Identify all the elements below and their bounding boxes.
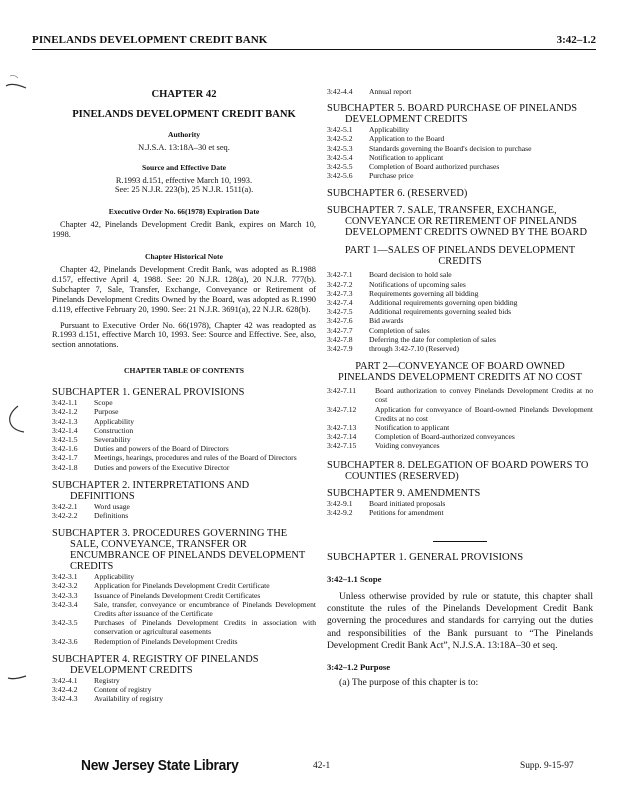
toc-item-number: 3:42-2.2 <box>52 510 78 520</box>
toc-item-title: Additional requirements governing sealed bids <box>369 307 512 317</box>
toc-item-title: Board decision to hold sale <box>369 270 452 280</box>
toc-item-title: Petitions for amendment <box>369 507 444 517</box>
margin-bracket-icon <box>0 400 30 440</box>
toc-item-number: 3:42-7.2 <box>327 279 353 289</box>
toc-item-title: Meetings, hearings, procedures and rules of the Board of Directors <box>94 453 297 463</box>
toc-item-title: Applicability <box>94 572 135 582</box>
toc-item: 3:42-4.4 Annual report <box>327 87 412 96</box>
chapter-number: CHAPTER 42 <box>151 89 217 100</box>
toc-item <box>52 685 316 694</box>
toc-item-title: Applicability <box>369 125 410 135</box>
toc-subchapter-7: SUBCHAPTER 7. SALE, TRANSFER, EXCHANGE, CONVEYANCE OR RETIREMENT OF PINELANDS DEVELOPMENT CREDITS OWNED BY THE BOARD <box>327 205 587 239</box>
toc-item <box>327 162 593 171</box>
toc-item <box>52 398 316 407</box>
toc-item <box>327 335 593 344</box>
source-line-1: R.1993 d.151, effective March 10, 1993. <box>115 175 253 185</box>
toc-item-title: Completion of Board authorized purchases <box>369 162 500 172</box>
toc-item <box>327 125 593 134</box>
toc-item-title: Availability of registry <box>94 694 164 704</box>
toc-item <box>52 581 316 590</box>
toc-item <box>52 426 316 435</box>
toc-item-number: 3:42-1.4 <box>52 425 78 435</box>
toc-item-title: Duties and powers of the Executive Director <box>94 462 230 472</box>
toc-item-title: Additional requirements governing open bidding <box>369 298 518 308</box>
toc-item <box>327 499 593 508</box>
section-1-2-text: (a) The purpose of this chapter is to: <box>339 676 479 688</box>
toc-item-title: Issuance of Pinelands Development Credit Certificates <box>94 590 261 600</box>
toc-item <box>52 502 316 511</box>
toc-item-title: Voiding conveyances <box>375 441 440 451</box>
toc-subchapter-4: SUBCHAPTER 4. REGISTRY OF PINELANDS DEVELOPMENT CREDITS <box>52 653 259 676</box>
toc-item <box>52 511 316 520</box>
toc-item-title: Completion of sales <box>369 325 430 335</box>
source-line-2: See: 25 N.J.R. 223(b), 25 N.J.R. 1511(a). <box>114 185 254 195</box>
margin-mark-icon <box>0 68 30 98</box>
left-column <box>52 78 316 703</box>
toc-list <box>52 398 316 472</box>
margin-mark-icon <box>0 668 30 688</box>
toc-item-number: 3:42-7.15 <box>327 441 357 451</box>
toc-item-number: 3:42-4.1 <box>52 675 78 685</box>
toc-item <box>327 270 593 279</box>
toc-subchapter-9: SUBCHAPTER 9. AMENDMENTS <box>327 487 481 499</box>
toc-item-title: Duties and powers of the Board of Directors <box>94 444 229 454</box>
supplement-date: Supp. 9-15-97 <box>520 761 574 771</box>
toc-item-number: 3:42-1.3 <box>52 416 78 426</box>
toc-item-title: Severability <box>94 434 131 444</box>
toc-item-number: 3:42-3.1 <box>52 572 78 582</box>
toc-item-number: 3:42-1.2 <box>52 407 78 417</box>
toc-item-number: 3:42-3.5 <box>52 618 78 628</box>
authority-text: N.J.S.A. 13:18A–30 et seq. <box>138 142 230 152</box>
toc-item-number: 3:42-1.7 <box>52 453 78 463</box>
toc-item-title: Completion of Board-authorized conveyances <box>375 432 515 442</box>
toc-item-title: through 3:42-7.10 (Reserved) <box>369 344 460 354</box>
toc-item-number: 3:42-7.7 <box>327 325 353 335</box>
toc-item-number: 3:42-5.3 <box>327 143 353 153</box>
toc-item <box>327 153 593 162</box>
toc-item <box>52 444 316 453</box>
toc-item-title: Applicability <box>94 416 135 426</box>
toc-item-title: Application for Pinelands Development Credit Certificate <box>94 581 270 591</box>
toc-item-number: 3:42-1.1 <box>52 398 78 408</box>
toc-item-title: Application to the Board <box>369 134 445 144</box>
toc-item <box>52 637 316 646</box>
toc-item <box>52 600 316 618</box>
toc-item <box>327 144 593 153</box>
toc-item-number: 3:42-9.1 <box>327 498 353 508</box>
toc-item-number: 3:42-4.2 <box>52 684 78 694</box>
toc-item-number: 3:42-7.3 <box>327 288 353 298</box>
toc-item <box>327 432 593 441</box>
body-subchapter-heading: SUBCHAPTER 1. GENERAL PROVISIONS <box>327 552 524 564</box>
page-number: 42-1 <box>313 761 331 771</box>
toc-item-number: 3:42-7.1 <box>327 270 353 280</box>
toc-item <box>327 289 593 298</box>
toc-item-title: Notification to applicant <box>369 152 444 162</box>
toc-label: CHAPTER TABLE OF CONTENTS <box>124 366 244 376</box>
toc-item <box>327 326 593 335</box>
page-footer <box>0 757 618 781</box>
toc-item-number: 3:42-5.2 <box>327 134 353 144</box>
toc-item <box>52 572 316 581</box>
toc-part-2: PART 2—CONVEYANCE OF BOARD OWNED PINELANDS DEVELOPMENT CREDITS AT NO COST <box>337 361 583 384</box>
toc-item-title: Purchases of Pinelands Development Credits in association with conservation or agricultural easements <box>94 618 316 637</box>
toc-item-title: Board initiated proposals <box>369 498 446 508</box>
toc-item <box>52 591 316 600</box>
header-title: PINELANDS DEVELOPMENT CREDIT BANK <box>32 34 268 46</box>
header-section-number: 3:42–1.2 <box>556 34 596 46</box>
chapter-title: PINELANDS DEVELOPMENT CREDIT BANK <box>72 108 296 120</box>
toc-item-title: Purchase price <box>369 171 414 181</box>
toc-list <box>52 502 316 520</box>
toc-item-number: 3:42-7.4 <box>327 298 353 308</box>
section-1-1-text: Unless otherwise provided by rule or statute, this chapter shall constitute the rules of the Pinelands Development Credit Bank governing the procedures and standards for carrying out the duties and responsibilities of the Bank pursuant to “The Pinelands Development Credit Bank Act”, N.J.S.A. 13:18A–30 et seq. <box>327 590 593 651</box>
toc-item-number: 3:42-7.11 <box>327 386 357 396</box>
toc-item-title: Redemption of Pinelands Development Credits <box>94 636 238 646</box>
toc-subchapter-2: SUBCHAPTER 2. INTERPRETATIONS AND DEFINITIONS <box>52 479 250 502</box>
toc-item-number: 3:42-1.8 <box>52 462 78 472</box>
authority-label: Authority <box>167 129 201 139</box>
section-divider <box>433 541 487 542</box>
toc-subchapter-5: SUBCHAPTER 5. BOARD PURCHASE OF PINELANDS DEVELOPMENT CREDITS <box>327 103 577 126</box>
toc-item-title: Word usage <box>94 501 130 511</box>
toc-item <box>52 694 316 703</box>
toc-item <box>327 316 593 325</box>
toc-item <box>327 441 593 450</box>
toc-item <box>327 307 593 316</box>
toc-item-title: Content of registry <box>94 684 152 694</box>
section-1-1-heading: 3:42–1.1 Scope <box>327 574 382 585</box>
toc-item <box>327 405 593 423</box>
toc-item-title: Notifications of upcoming sales <box>369 279 466 289</box>
toc-item-number: 3:42-3.2 <box>52 581 78 591</box>
toc-item-number: 3:42-7.9 <box>327 344 353 354</box>
executive-order-label: Executive Order No. 66(1978) Expiration Date <box>108 207 260 217</box>
toc-item-number: 3:42-3.6 <box>52 636 78 646</box>
toc-list <box>327 270 593 353</box>
source-label: Source and Effective Date <box>141 162 226 172</box>
historical-note-label: Chapter Historical Note <box>145 252 223 262</box>
toc-item-title: Purpose <box>94 407 119 417</box>
toc-list <box>327 125 593 180</box>
toc-item-title: Deferring the date for completion of sales <box>369 334 496 344</box>
toc-item <box>52 676 316 685</box>
toc-item <box>52 463 316 472</box>
toc-item-title: Construction <box>94 425 134 435</box>
toc-item <box>327 423 593 432</box>
toc-item-title: Bid awards <box>369 316 404 326</box>
toc-item-number: 3:42-1.6 <box>52 444 78 454</box>
toc-item-number: 3:42-7.6 <box>327 316 353 326</box>
toc-subchapter-3: SUBCHAPTER 3. PROCEDURES GOVERNING THE SALE, CONVEYANCE, TRANSFER OR ENCUMBRANCE OF PINELANDS DEVELOPMENT CREDITS <box>52 528 306 573</box>
toc-item-number: 3:42-5.4 <box>327 152 353 162</box>
toc-item-title: Requirements governing all bidding <box>369 288 479 298</box>
toc-item-title: Application for conveyance of Board-owned Pinelands Development Credits at no cost <box>375 404 593 423</box>
toc-subchapter-6: SUBCHAPTER 6. (RESERVED) <box>327 188 468 200</box>
historical-note-para-1: Chapter 42, Pinelands Development Credit Bank, was adopted as R.1988 d.157, effective April 4, 1988. See: 20 N.J.R. 128(a), 20 N.J.R. 777(b). Subchapter 7, Sale, Transfer, Exchange, Conveyance or Retirement of Pinelands Development Credits Owned by the Board, was adopted as R.1990 d.119, effective February 20, 1990. See: 21 N.J.R. 3691(a), 22 N.J.R. 628(b). <box>52 264 316 314</box>
running-header <box>32 33 596 50</box>
toc-list <box>52 676 316 704</box>
toc-item-number: 3:42-5.5 <box>327 162 353 172</box>
toc-list <box>327 386 593 450</box>
toc-item <box>327 344 593 353</box>
right-column <box>327 78 593 689</box>
toc-item <box>327 508 593 517</box>
toc-item <box>52 618 316 636</box>
toc-item <box>52 407 316 416</box>
toc-item-number: 3:42-3.4 <box>52 599 78 609</box>
executive-order-text: Chapter 42, Pinelands Development Credit Bank, expires on March 10, 1998. <box>52 220 316 240</box>
toc-item-title: Definitions <box>94 510 129 520</box>
toc-item <box>52 435 316 444</box>
library-stamp: New Jersey State Library <box>81 757 239 774</box>
toc-item-number: 3:42-9.2 <box>327 507 353 517</box>
toc-item-number: 3:42-7.8 <box>327 334 353 344</box>
toc-item-title: Notification to applicant <box>375 423 450 433</box>
toc-item <box>52 453 316 462</box>
toc-item <box>52 417 316 426</box>
toc-subchapter-1: SUBCHAPTER 1. GENERAL PROVISIONS <box>52 387 245 399</box>
toc-subchapter-8: SUBCHAPTER 8. DELEGATION OF BOARD POWERS TO COUNTIES (RESERVED) <box>327 459 589 482</box>
toc-item-title: Board authorization to convey Pinelands Development Credits at no cost <box>375 386 593 405</box>
historical-note-para-2: Pursuant to Executive Order No. 66(1978), Chapter 42 was readopted as R.1993 d.151, effective March 10, 1993. See: Source and Effective. See, also, section annotations. <box>52 320 316 350</box>
toc-item-number: 3:42-4.3 <box>52 694 78 704</box>
toc-item-title: Sale, transfer, conveyance or encumbrance of Pinelands Development Credits after issuance of the Certificate <box>94 599 316 618</box>
toc-item <box>327 386 593 404</box>
toc-item <box>327 171 593 180</box>
toc-item-number: 3:42-5.1 <box>327 125 353 135</box>
toc-item <box>327 134 593 143</box>
section-1-2-heading: 3:42–1.2 Purpose <box>327 662 391 672</box>
toc-item-title: Registry <box>94 675 120 685</box>
toc-list <box>327 499 593 517</box>
toc-list <box>52 572 316 646</box>
toc-item <box>327 280 593 289</box>
toc-item-number: 3:42-7.5 <box>327 307 353 317</box>
toc-item-number: 3:42-1.5 <box>52 434 78 444</box>
toc-item-number: 3:42-7.12 <box>327 404 357 414</box>
toc-item-number: 3:42-7.13 <box>327 423 357 433</box>
toc-item <box>327 298 593 307</box>
toc-item-number: 3:42-2.1 <box>52 501 78 511</box>
toc-part-1: PART 1—SALES OF PINELANDS DEVELOPMENT CREDITS <box>344 245 576 268</box>
toc-item-number: 3:42-5.6 <box>327 171 353 181</box>
toc-item-number: 3:42-3.3 <box>52 590 78 600</box>
toc-item-title: Scope <box>94 398 113 408</box>
toc-item-number: 3:42-7.14 <box>327 432 357 442</box>
toc-item-title: Standards governing the Board's decision to purchase <box>369 143 532 153</box>
